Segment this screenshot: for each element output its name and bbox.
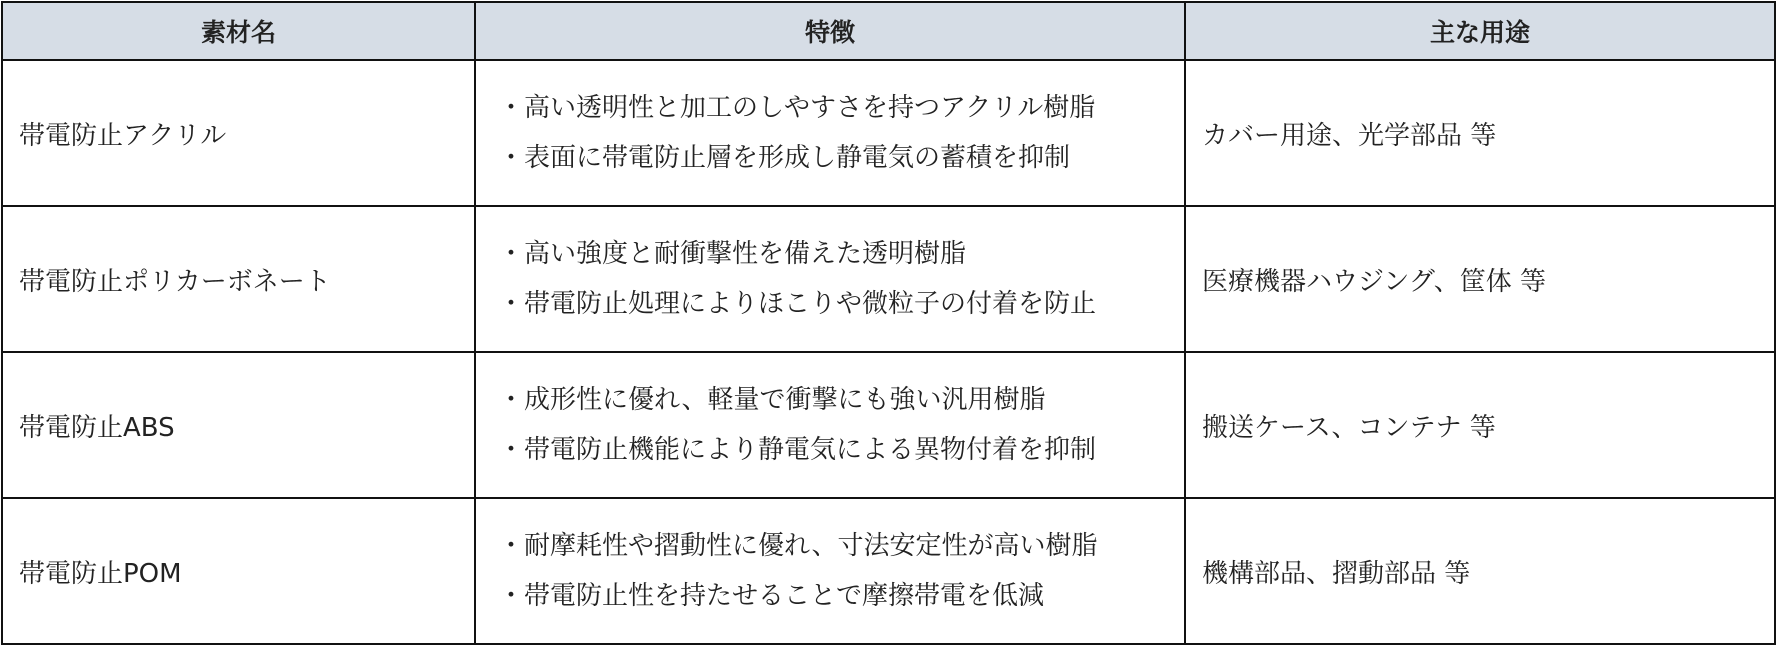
feature-item xyxy=(498,143,1184,173)
feature-item xyxy=(498,581,1184,611)
main-uses-cell: 搬送ケース、コンテナ 等 xyxy=(1185,352,1775,498)
main-uses-cell: 医療機器ハウジング、筐体 等 xyxy=(1185,206,1775,352)
material-name-cell: 帯電防止POM xyxy=(2,498,475,644)
table-row xyxy=(2,352,1775,498)
feature-item xyxy=(498,385,1184,415)
feature-item xyxy=(498,289,1184,319)
feature-text: 高い強度と耐衝撃性を備えた透明樹脂 xyxy=(524,239,967,269)
bullet-marker: ・ xyxy=(498,435,525,465)
feature-text: 表面に帯電防止層を形成し静電気の蓄積を抑制 xyxy=(524,143,1071,173)
main-uses-cell: カバー用途、光学部品 等 xyxy=(1185,60,1775,206)
material-name-cell: 帯電防止ABS xyxy=(2,352,475,498)
features-cell xyxy=(475,352,1185,498)
feature-item xyxy=(498,435,1184,465)
bullet-marker: ・ xyxy=(498,239,525,269)
table-row xyxy=(2,60,1775,206)
features-cell xyxy=(475,60,1185,206)
feature-text: 高い透明性と加工のしやすさを持つアクリル樹脂 xyxy=(524,93,1096,123)
materials-table xyxy=(1,1,1776,645)
material-name-cell: 帯電防止ポリカーボネート xyxy=(2,206,475,352)
table-row xyxy=(2,206,1775,352)
main-uses-cell: 機構部品、摺動部品 等 xyxy=(1185,498,1775,644)
feature-item xyxy=(498,239,1184,269)
feature-item xyxy=(498,93,1184,123)
feature-text: 帯電防止処理によりほこりや微粒子の付着を防止 xyxy=(524,289,1097,319)
bullet-marker: ・ xyxy=(498,385,525,415)
header-material-name: 素材名 xyxy=(2,2,475,60)
table-row xyxy=(2,498,1775,644)
header-features: 特徴 xyxy=(475,2,1185,60)
bullet-marker: ・ xyxy=(498,531,525,561)
feature-text: 帯電防止性を持たせることで摩擦帯電を低減 xyxy=(524,581,1045,611)
feature-text: 帯電防止機能により静電気による異物付着を抑制 xyxy=(524,435,1097,465)
bullet-marker: ・ xyxy=(498,581,525,611)
bullet-marker: ・ xyxy=(498,289,525,319)
material-name-cell: 帯電防止アクリル xyxy=(2,60,475,206)
materials-table-container xyxy=(1,1,1774,645)
features-cell xyxy=(475,206,1185,352)
feature-text: 成形性に優れ、軽量で衝撃にも強い汎用樹脂 xyxy=(524,385,1046,415)
bullet-marker: ・ xyxy=(498,143,525,173)
table-header-row xyxy=(2,2,1775,60)
bullet-marker: ・ xyxy=(498,93,525,123)
header-main-uses: 主な用途 xyxy=(1185,2,1775,60)
feature-text: 耐摩耗性や摺動性に優れ、寸法安定性が高い樹脂 xyxy=(524,531,1098,561)
feature-item xyxy=(498,531,1184,561)
features-cell xyxy=(475,498,1185,644)
